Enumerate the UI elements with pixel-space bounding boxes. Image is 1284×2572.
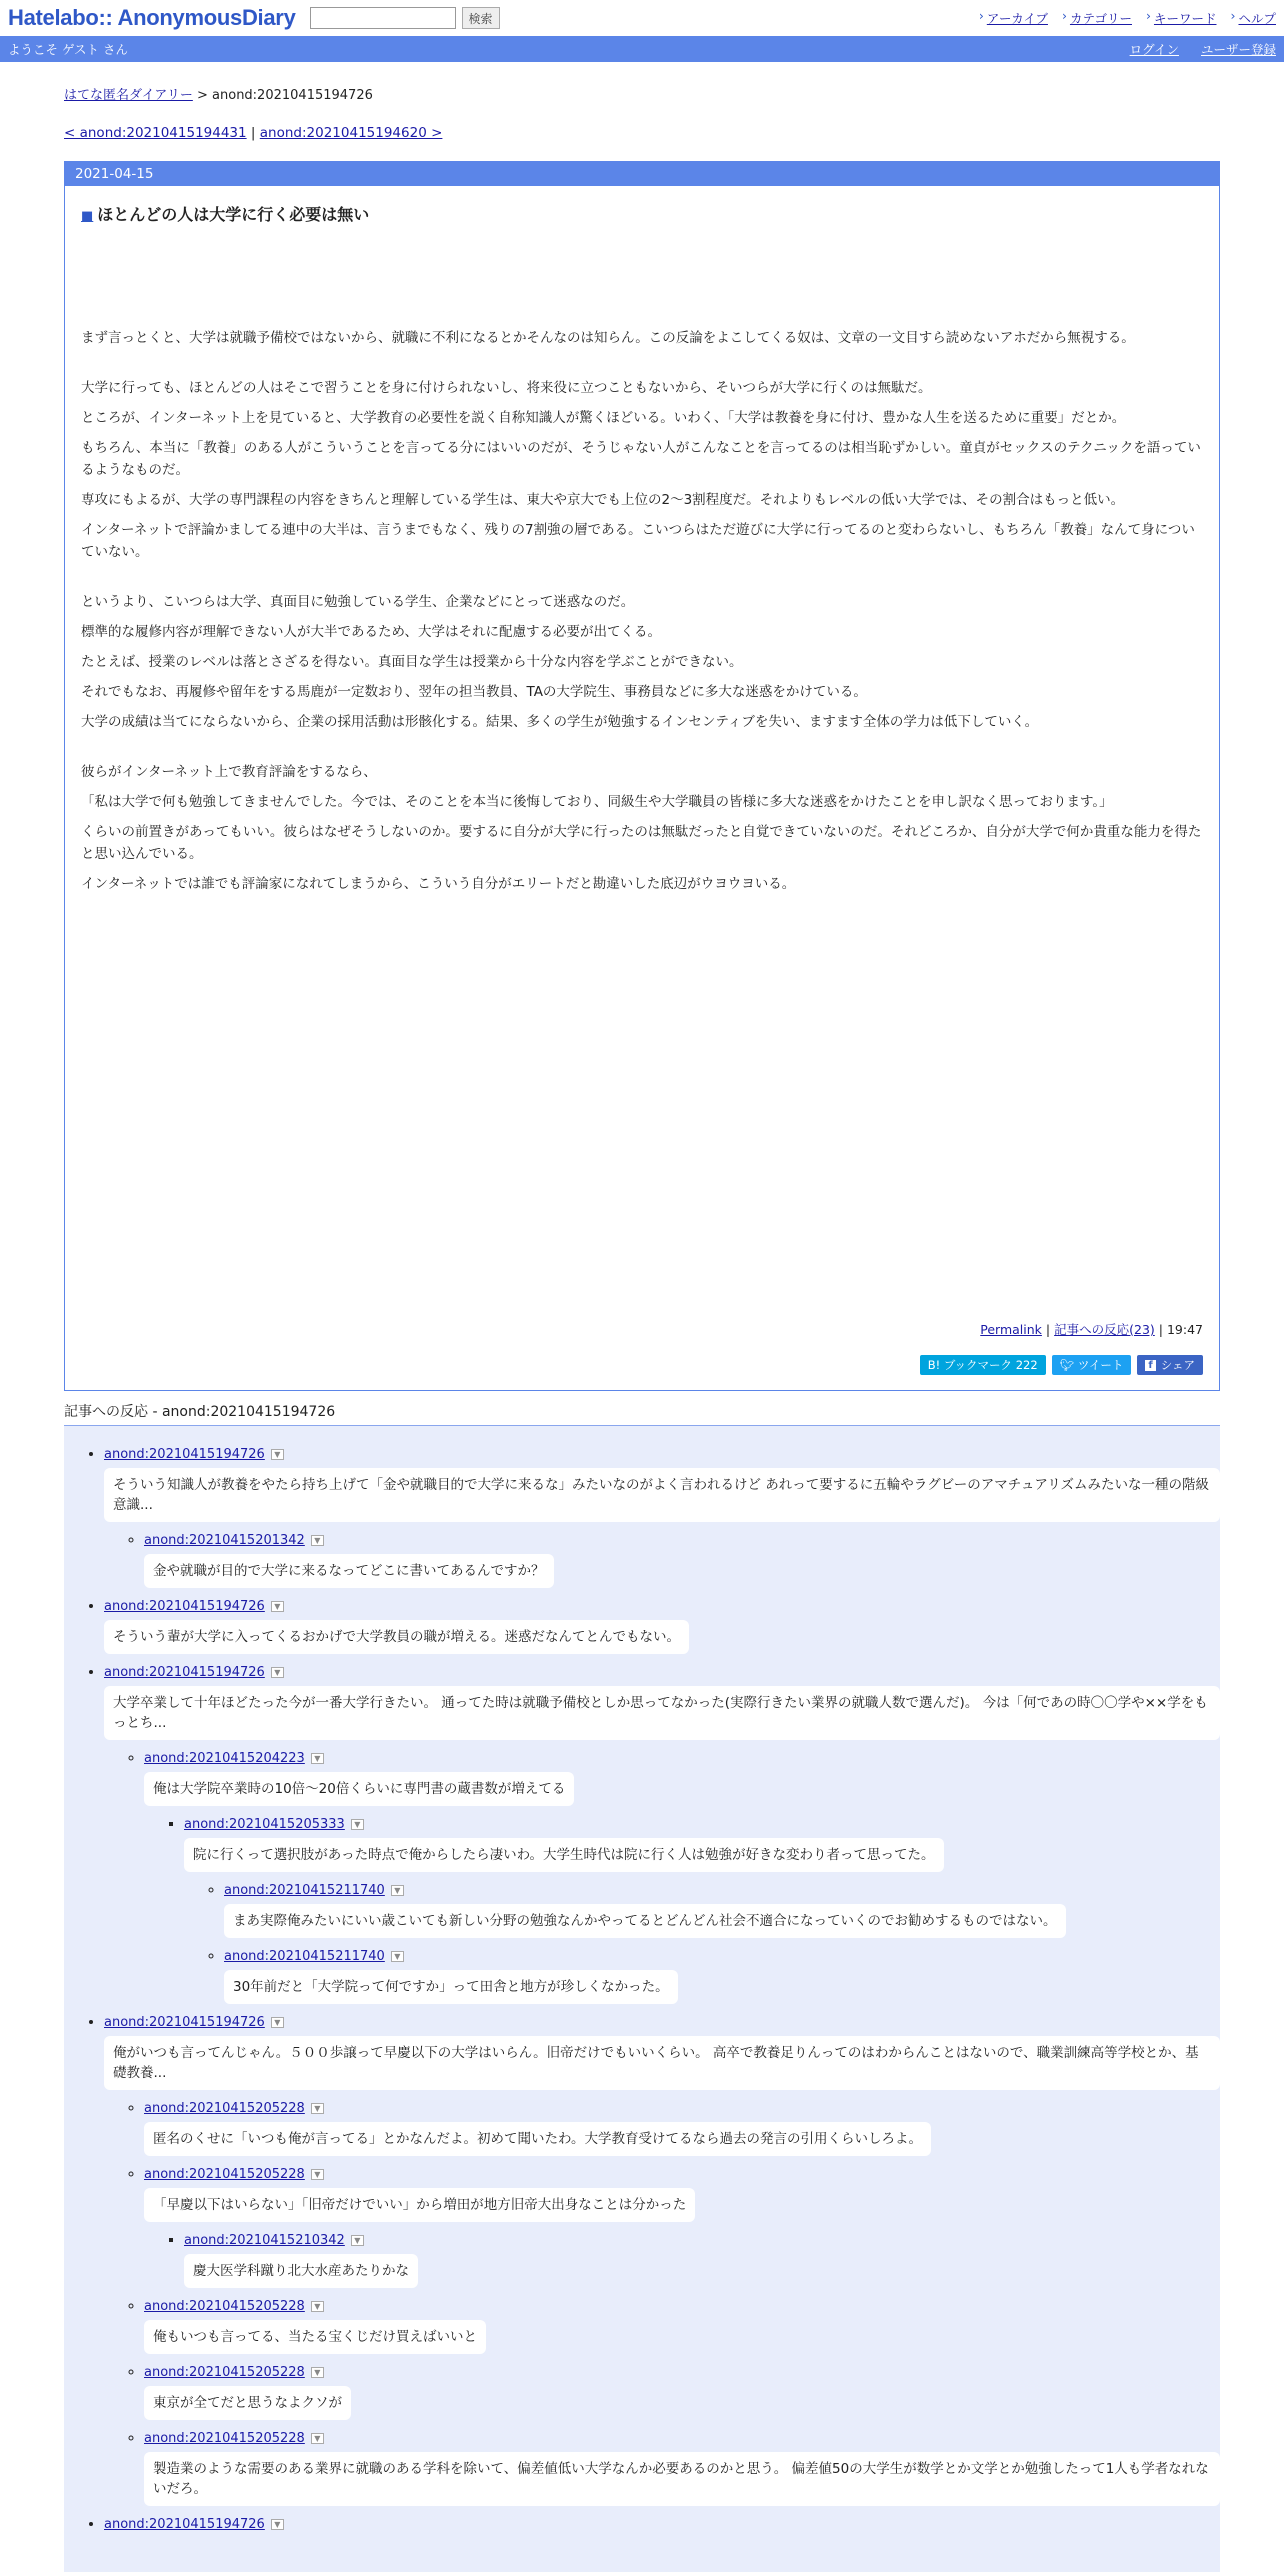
entry-title-text: ほとんどの人は大学に行く必要は無い: [97, 205, 370, 224]
chevron-down-icon[interactable]: ▼: [311, 2301, 324, 2312]
reaction-link[interactable]: anond:20210415205228: [144, 2431, 305, 2446]
entry-mark-link[interactable]: ■: [81, 209, 94, 224]
entry-paragraph: 専攻にもよるが、大学の専門課程の内容をきちんと理解している学生は、東大や京大でも上位の2〜3割程度だ。それよりもレベルの低い大学では、その割合はもっと低い。: [81, 492, 1125, 508]
reaction-excerpt: 東京が全てだと思うなよクソが: [144, 2386, 351, 2420]
reaction-item: [104, 1664, 1220, 2004]
reaction-item: [104, 2516, 1220, 2532]
twitter-icon: 🐦︎: [1059, 1358, 1078, 1372]
entry-paragraph: インターネットでは誰でも評論家になれてしまうから、こういう自分がエリートだと勘違いした底辺がウヨウヨいる。: [81, 876, 796, 892]
reactions-link[interactable]: 記事への反応(23): [1054, 1322, 1155, 1337]
reaction-excerpt: まあ実際俺みたいにいい歳こいても新しい分野の勉強なんかやってるとどんどん社会不適合になっていくのでお勧めするものではない。: [224, 1904, 1066, 1938]
entry-paragraph: というより、こいつらは大学、真面目に勉強している学生、企業などにとって迷惑なのだ。: [81, 594, 635, 610]
top-nav: [979, 9, 1276, 27]
signup-link[interactable]: ユーザー登録: [1200, 42, 1276, 57]
footer-sep: |: [1045, 1322, 1051, 1337]
chevron-down-icon[interactable]: ▼: [311, 1753, 324, 1764]
nav-archive[interactable]: › アーカイブ: [979, 9, 1048, 27]
reaction-list: [104, 2100, 1220, 2506]
entry-paragraph: もちろん、本当に「教養」のある人がこういうことを言ってる分にはいいのだが、そうじゃない人がこんなことを言ってるのは相当恥ずかしい。童貞がセックスのテクニックを語っているようなものだ。: [81, 440, 1201, 478]
reaction-link[interactable]: anond:20210415211740: [224, 1883, 385, 1898]
entry-footer: [980, 1320, 1203, 1338]
chevron-down-icon[interactable]: ▼: [271, 2017, 284, 2028]
reaction-link[interactable]: anond:20210415205228: [144, 2167, 305, 2182]
chevron-down-icon[interactable]: ▼: [271, 1449, 284, 1460]
reaction-item: [144, 1532, 1220, 1588]
footer-sep: |: [1158, 1322, 1163, 1337]
nav-category[interactable]: › カテゴリー: [1062, 9, 1132, 27]
reaction-link[interactable]: anond:20210415194726: [104, 2517, 265, 2532]
reaction-list: [104, 1532, 1220, 1588]
reaction-link[interactable]: anond:20210415201342: [144, 1533, 305, 1548]
reaction-item: [144, 2166, 1220, 2288]
login-link[interactable]: ログイン: [1129, 42, 1179, 57]
reaction-list: [184, 1882, 1220, 2004]
reaction-excerpt: そういう知識人が教養をやたら持ち上げて「金や就職目的で大学に来るな」みたいなのがよく言われるけど あれって要するに五輪やラグビーのアマチュアリズムみたいな一種の階級意識...: [104, 1468, 1220, 1522]
reaction-item: [104, 2014, 1220, 2506]
reaction-link[interactable]: anond:20210415204223: [144, 1751, 305, 1766]
hatena-bookmark-button[interactable]: B! ブックマーク 222: [920, 1355, 1046, 1375]
entry-paragraph: まず言っとくと、大学は就職予備校ではないから、就職に不利になるとかそんなのは知らん。この反論をよこしてくる奴は、文章の一文目すら読めないアホだから無視する。: [81, 330, 1135, 346]
search-input[interactable]: [310, 7, 456, 29]
reaction-excerpt: 大学卒業して十年ほどたった今が一番大学行きたい。 通ってた時は就職予備校としか思ってなかった(実際行きたい業界の就職人数で選んだ)。 今は「何であの時〇〇学や××学をもっとち...: [104, 1686, 1220, 1740]
entry-pager: [64, 125, 1220, 141]
chevron-down-icon[interactable]: ▼: [311, 1535, 324, 1546]
breadcrumb-sep: >: [196, 88, 208, 103]
entry-paragraph: たとえば、授業のレベルは落とさざるを得ない。真面目な学生は授業から十分な内容を学ぶことができない。: [81, 654, 743, 670]
reaction-excerpt: 30年前だと「大学院って何ですか」って田舎と地方が珍しくなかった。: [224, 1970, 678, 2004]
nav-help[interactable]: › ヘルプ: [1230, 9, 1276, 27]
entry-time: 19:47: [1166, 1322, 1203, 1337]
nav-keyword[interactable]: › キーワード: [1146, 9, 1217, 27]
entry-paragraph: 大学に行っても、ほとんどの人はそこで習うことを身に付けられないし、将来役に立つこともないから、そいつらが大学に行くのは無駄だ。: [81, 380, 932, 396]
account-links: [1130, 40, 1276, 58]
search-form: [310, 7, 500, 29]
chevron-down-icon[interactable]: ▼: [311, 2169, 324, 2180]
entry-paragraph: ところが、インターネット上を見ていると、大学教育の必要性を説く自称知識人が驚くほどいる。いわく、「大学は教養を身に付け、豊かな人生を送るために重要」だとか。: [81, 410, 1126, 426]
reaction-link[interactable]: anond:20210415211740: [224, 1949, 385, 1964]
facebook-icon: f: [1145, 1360, 1155, 1371]
reaction-list: [104, 1750, 1220, 2004]
breadcrumb-home[interactable]: はてな匿名ダイアリー: [64, 88, 193, 103]
reaction-link[interactable]: anond:20210415205333: [184, 1817, 345, 1832]
chevron-down-icon[interactable]: ▼: [271, 2519, 284, 2530]
reaction-excerpt: 匿名のくせに「いつも俺が言ってる」とかなんだよ。初めて聞いたわ。大学教育受けてるなら過去の発言の引用くらいしろよ。: [144, 2122, 931, 2156]
chevron-down-icon[interactable]: ▼: [311, 2433, 324, 2444]
entry-paragraph: 大学の成績は当てにならないから、企業の採用活動は形骸化する。結果、多くの学生が勉強するインセンティブを失い、ますます全体の学力は低下していく。: [81, 714, 1039, 730]
reaction-link[interactable]: anond:20210415194726: [104, 1599, 265, 1614]
main-content: [64, 84, 1220, 2572]
site-logo[interactable]: Hatelabo:: AnonymousDiary: [8, 5, 296, 30]
welcome-text: ようこそ ゲスト さん: [8, 42, 128, 57]
paragraph-gap: [81, 741, 1203, 761]
reaction-excerpt: 俺がいつも言ってんじゃん。５００歩譲って早慶以下の大学はいらん。旧帝だけでもいいくらい。 高卒で教養足りんってのはわからんことはないので、職業訓練高等学校とか、基礎教養...: [104, 2036, 1220, 2090]
reaction-list: [144, 2232, 1220, 2288]
welcome-bar: [0, 36, 1284, 62]
reaction-excerpt: そういう輩が大学に入ってくるおかげで大学教員の職が増える。迷惑だなんてとんでもない。: [104, 1620, 689, 1654]
chevron-down-icon[interactable]: ▼: [391, 1885, 404, 1896]
entry-body: [81, 327, 1203, 895]
entry-paragraph: 標準的な履修内容が理解できない人が大半であるため、大学はそれに配慮する必要が出てくる。: [81, 624, 661, 640]
entry-paragraph: 「私は大学で何も勉強してきませんでした。今では、そのことを本当に後悔しており、同級生や大学職員の皆様に多大な迷惑をかけたことを申し訳なく思っております。」: [81, 794, 1113, 810]
entry-paragraph: くらいの前置きがあってもいい。彼らはなぜそうしないのか。要するに自分が大学に行ったのは無駄だったと自覚できていないのだ。それどころか、自分が大学で何か貴重な能力を得たと思い込んでいる。: [81, 824, 1202, 862]
reaction-link[interactable]: anond:20210415194726: [104, 1665, 265, 1680]
reaction-excerpt: 「早慶以下はいらない」「旧帝だけでいい」から増田が地方旧帝大出身なことは分かった: [144, 2188, 695, 2222]
reaction-excerpt: 慶大医学科蹴り北大水産あたりかな: [184, 2254, 418, 2288]
breadcrumb: [64, 84, 1220, 103]
reaction-excerpt: 金や就職が目的で大学に来るなってどこに書いてあるんですか？: [144, 1554, 554, 1588]
permalink[interactable]: Permalink: [980, 1322, 1042, 1337]
tweet-label: ツイート: [1077, 1358, 1124, 1372]
chevron-down-icon[interactable]: ▼: [351, 2235, 364, 2246]
next-entry-link[interactable]: anond:20210415194620 >: [259, 125, 443, 141]
reaction-excerpt: 院に行くって選択肢があった時点で俺からしたら凄いわ。大学生時代は院に行く人は勉強が好きな変わり者って思ってた。: [184, 1838, 944, 1872]
chevron-down-icon[interactable]: ▼: [351, 1819, 364, 1830]
reactions-header: 記事への反応 - anond:20210415194726: [64, 1401, 1220, 1426]
reaction-item: [104, 1598, 1220, 1654]
day-section: [64, 161, 1220, 1391]
reaction-link[interactable]: anond:20210415194726: [104, 1447, 265, 1462]
entry-date: 2021-04-15: [65, 162, 1219, 186]
share-buttons: [920, 1355, 1203, 1375]
reaction-list: [144, 1816, 1220, 2004]
reaction-link[interactable]: anond:20210415205228: [144, 2299, 305, 2314]
entry-paragraph: 彼らがインターネット上で教育評論をするなら、: [81, 764, 377, 780]
entry-title: [81, 202, 1203, 225]
reaction-item: [144, 1750, 1220, 2004]
reaction-item: [184, 2232, 1220, 2288]
paragraph-gap: [81, 571, 1203, 591]
reaction-item: [104, 1446, 1220, 1588]
pager-sep: |: [250, 125, 256, 141]
chevron-down-icon[interactable]: ▼: [311, 2103, 324, 2114]
reaction-item: [144, 2298, 1220, 2354]
entry-paragraph: それでもなお、再履修や留年をする馬鹿が一定数おり、翌年の担当教員、TAの大学院生、事務員などに多大な迷惑をかけている。: [81, 684, 867, 700]
reaction-link[interactable]: anond:20210415194726: [104, 2015, 265, 2030]
share-label: シェア: [1160, 1358, 1195, 1372]
top-bar: [0, 0, 1284, 36]
reaction-list: [64, 1446, 1220, 2532]
reactions-tree: [64, 1426, 1220, 2572]
search-button[interactable]: 検索: [462, 7, 500, 29]
reaction-item: [224, 1948, 1220, 2004]
reaction-excerpt: 俺もいつも言ってる、当たる宝くじだけ買えばいいと: [144, 2320, 486, 2354]
reaction-link[interactable]: anond:20210415205228: [144, 2365, 305, 2380]
paragraph-gap: [81, 357, 1203, 377]
reaction-item: [144, 2100, 1220, 2156]
tweet-button[interactable]: [1052, 1355, 1132, 1375]
entry: [65, 186, 1219, 895]
reaction-link[interactable]: anond:20210415205228: [144, 2101, 305, 2116]
reaction-excerpt: 製造業のような需要のある業界に就職のある学科を除いて、偏差値低い大学なんか必要あるのかと思う。 偏差値50の大学生が数学とか文学とか勉強したって1人も学者なれないだろ。: [144, 2452, 1220, 2506]
reaction-link[interactable]: anond:20210415210342: [184, 2233, 345, 2248]
reaction-excerpt: 俺は大学院卒業時の10倍〜20倍くらいに専門書の蔵書数が増えてる: [144, 1772, 574, 1806]
entry-paragraph: インターネットで評論かましてる連中の大半は、言うまでもなく、残りの7割強の層である。こいつらはただ遊びに大学に行ってるのと変わらないし、もちろん「教養」なんて身についていない。: [81, 522, 1195, 560]
reaction-item: [144, 2430, 1220, 2506]
facebook-share-button[interactable]: [1137, 1355, 1203, 1375]
chevron-down-icon[interactable]: ▼: [271, 1601, 284, 1612]
chevron-down-icon[interactable]: ▼: [391, 1951, 404, 1962]
breadcrumb-current: anond:20210415194726: [212, 88, 373, 103]
reaction-item: [184, 1816, 1220, 2004]
chevron-down-icon[interactable]: ▼: [271, 1667, 284, 1678]
prev-entry-link[interactable]: < anond:20210415194431: [64, 125, 247, 141]
chevron-down-icon[interactable]: ▼: [311, 2367, 324, 2378]
reaction-item: [224, 1882, 1220, 1938]
reaction-item: [144, 2364, 1220, 2420]
